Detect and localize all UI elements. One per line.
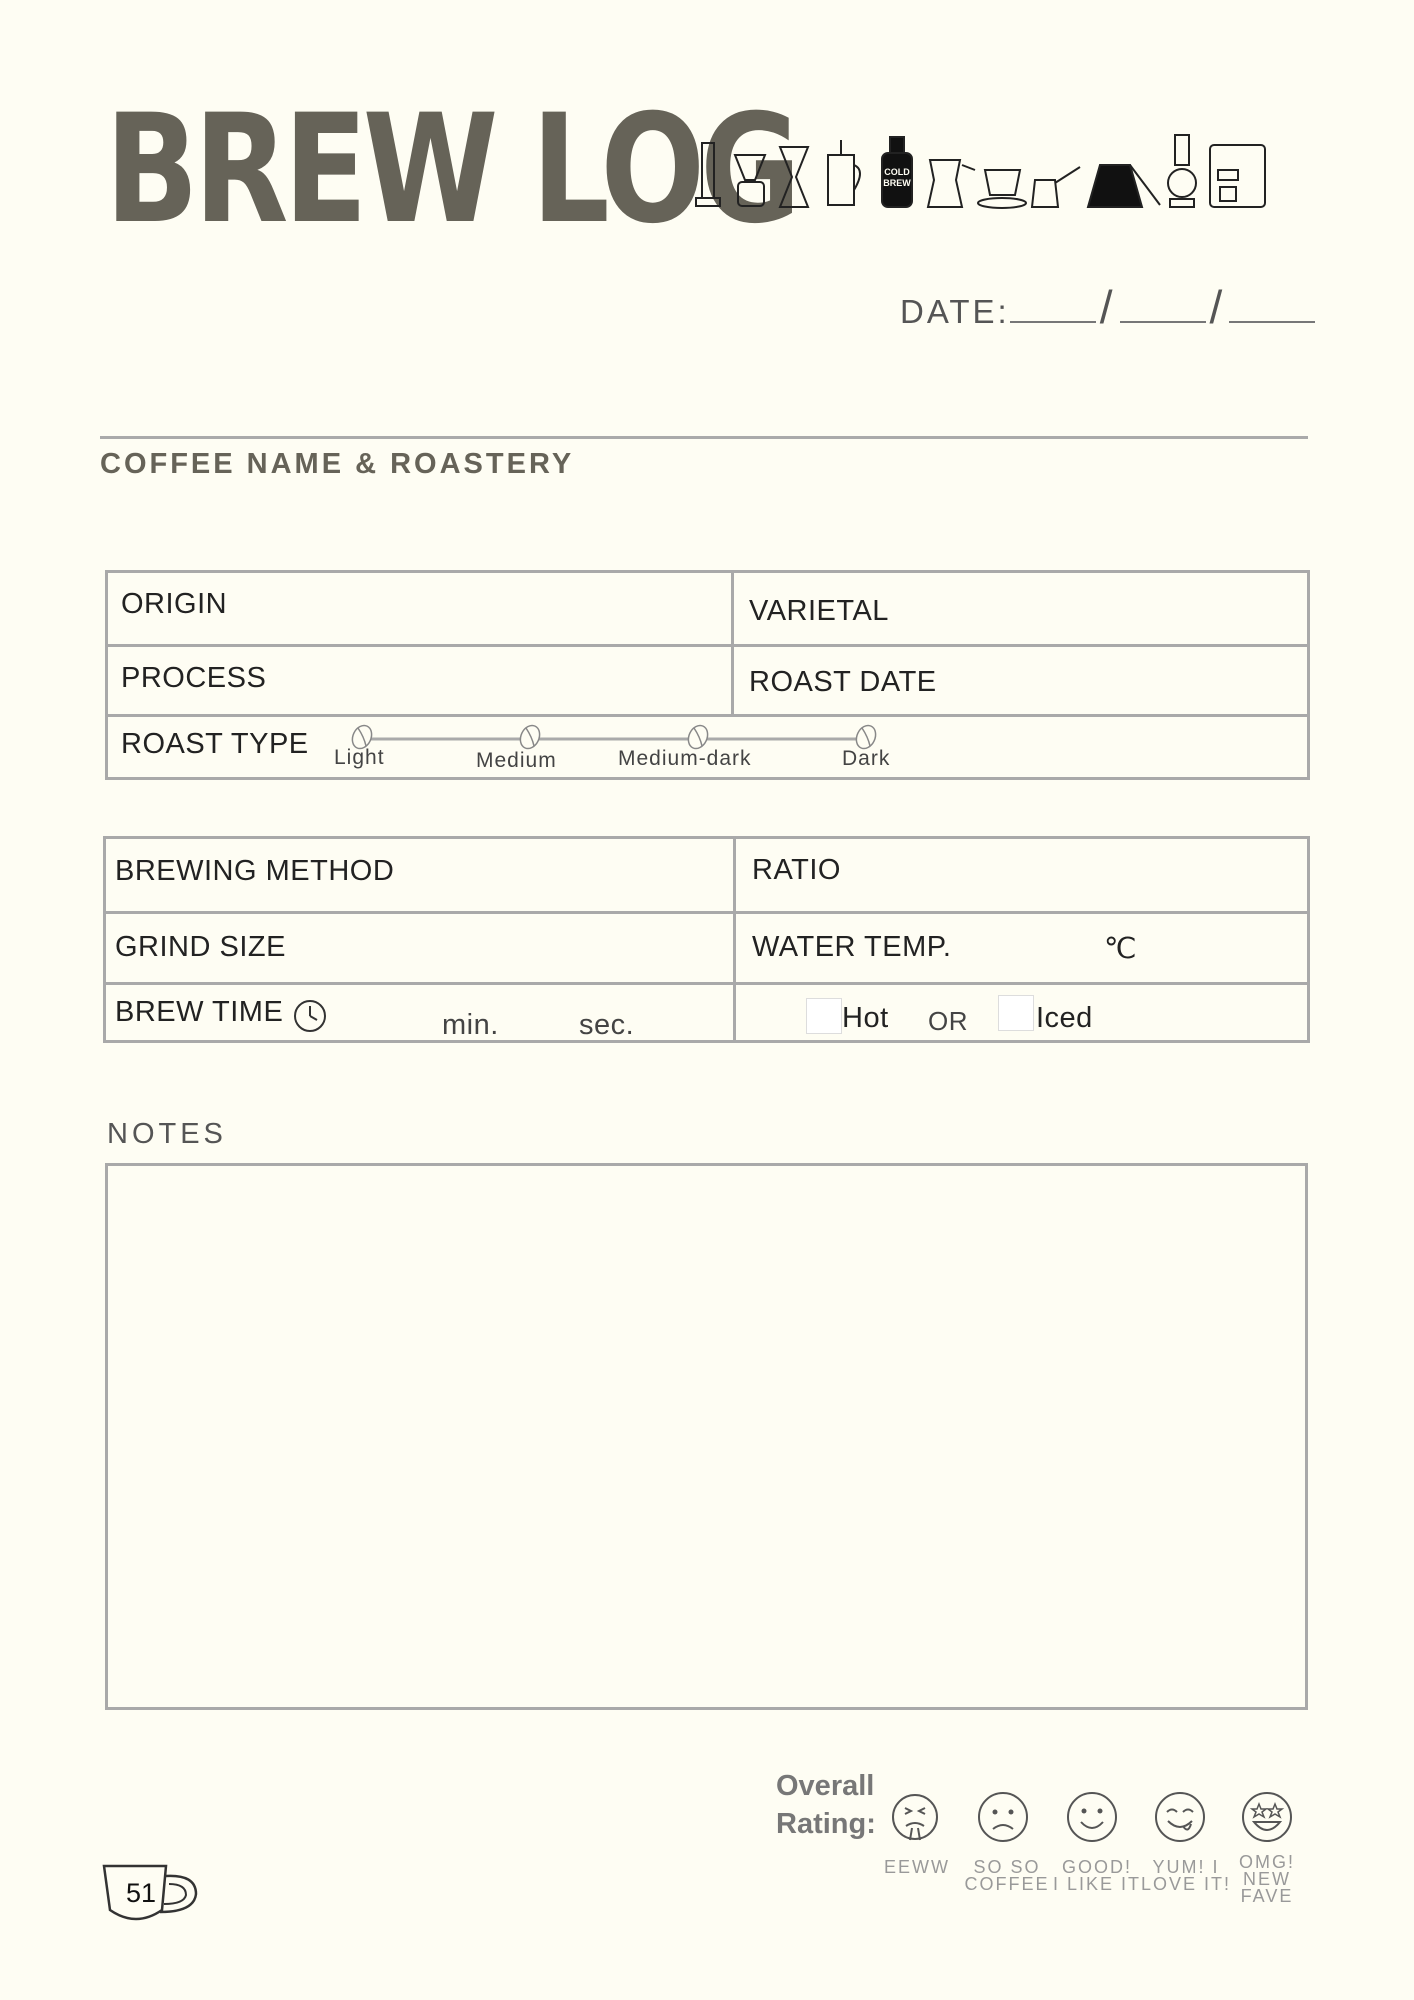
notes-area[interactable] xyxy=(105,1163,1308,1710)
roast-type-label: ROAST TYPE xyxy=(121,728,309,760)
origin-label: ORIGIN xyxy=(121,588,228,620)
coffee-gear-illustrations xyxy=(690,125,1280,225)
divider xyxy=(100,436,1308,439)
roast-date-label: ROAST DATE xyxy=(749,666,937,698)
espresso-machine-icon xyxy=(1210,145,1265,207)
date-month-blank[interactable] xyxy=(1120,291,1206,323)
table-row-divider xyxy=(105,714,1310,717)
seconds-unit: sec. xyxy=(579,1009,635,1041)
siphon-icon xyxy=(1168,135,1196,207)
brewing-method-label: BREWING METHOD xyxy=(115,855,395,887)
french-press-icon xyxy=(828,140,860,205)
hot-checkbox[interactable] xyxy=(806,998,842,1034)
table-column-divider xyxy=(733,836,736,1043)
table-row-divider xyxy=(105,644,1310,647)
svg-text:COLD: COLD xyxy=(884,167,910,177)
espresso-lever-icon xyxy=(1088,165,1160,207)
clock-icon xyxy=(292,998,328,1034)
varietal-label: VARIETAL xyxy=(749,595,889,627)
pour-over-icon xyxy=(735,155,765,206)
moka-pot-icon xyxy=(928,160,975,207)
or-label: OR xyxy=(928,1006,968,1036)
notes-label: NOTES xyxy=(107,1118,227,1150)
grind-size-label: GRIND SIZE xyxy=(115,931,286,963)
overall-rating-title: Overall Rating: xyxy=(776,1770,876,1840)
iced-checkbox[interactable] xyxy=(998,995,1034,1031)
drip-cup-icon xyxy=(978,170,1026,208)
ratio-label: RATIO xyxy=(752,854,841,886)
water-temp-label: WATER TEMP. xyxy=(752,931,952,963)
coffee-bean-icon[interactable] xyxy=(517,722,543,751)
rating-label-eeww: EEWW xyxy=(884,1857,950,1877)
rating-label-so-so: SO SO COFFEE xyxy=(964,1857,1050,1894)
chemex-icon xyxy=(780,147,808,207)
cold-brew-label xyxy=(883,167,911,188)
date-separator: / xyxy=(1209,281,1226,333)
frown-face-icon[interactable] xyxy=(976,1790,1030,1844)
rating-label-omg: OMG! NEW FAVE xyxy=(1239,1852,1295,1906)
yum-face-icon[interactable] xyxy=(1153,1790,1207,1844)
date-separator: / xyxy=(1099,281,1116,333)
hot-label: Hot xyxy=(842,1002,889,1034)
date-field[interactable] xyxy=(900,280,1315,334)
roast-level-dark[interactable]: Dark xyxy=(842,747,891,770)
process-label: PROCESS xyxy=(121,662,267,694)
star-eyes-face-icon[interactable] xyxy=(1240,1790,1294,1844)
date-label: DATE: xyxy=(900,293,1010,330)
table-row-divider xyxy=(103,911,1310,914)
coffee-name-label: COFFEE NAME & ROASTERY xyxy=(100,448,575,480)
temp-unit: ℃ xyxy=(1104,933,1138,965)
date-day-blank[interactable] xyxy=(1010,291,1096,323)
roast-level-medium[interactable]: Medium xyxy=(476,749,557,772)
date-year-blank[interactable] xyxy=(1229,291,1315,323)
table-row-divider xyxy=(103,982,1310,985)
smile-face-icon[interactable] xyxy=(1065,1790,1119,1844)
rating-label-yum: YUM! I LOVE IT! xyxy=(1140,1857,1232,1894)
roast-level-light[interactable]: Light xyxy=(334,746,385,769)
minutes-unit: min. xyxy=(442,1009,499,1041)
roast-level-medium-dark[interactable]: Medium-dark xyxy=(618,747,752,770)
svg-text:BREW: BREW xyxy=(883,178,911,188)
brew-time-label: BREW TIME xyxy=(115,996,284,1028)
aeropress-icon xyxy=(696,143,720,206)
table-column-divider xyxy=(731,570,734,716)
turkish-cezve-icon xyxy=(1032,167,1080,207)
page-title: BREW LOG xyxy=(105,83,797,257)
rating-label-good: GOOD! I LIKE IT xyxy=(1052,1857,1142,1894)
disgusted-face-icon[interactable] xyxy=(888,1790,942,1844)
page-number: 51 xyxy=(126,1878,157,1908)
iced-label: Iced xyxy=(1036,1002,1093,1034)
